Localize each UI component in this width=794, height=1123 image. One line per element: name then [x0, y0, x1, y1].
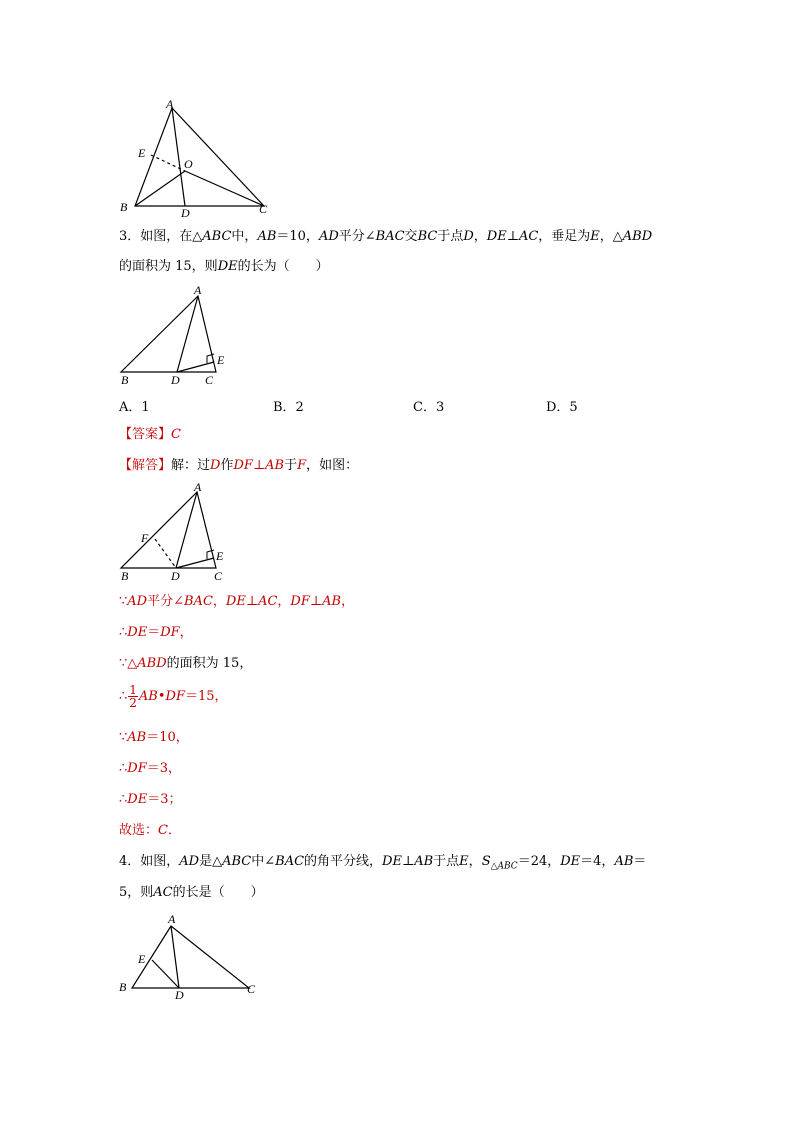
q3-solution-intro: 【解答】解：过D作DF⊥AB于F，如图：	[119, 458, 359, 473]
q3-option-b: B．2	[273, 400, 304, 415]
q4-fig-label-a: A	[168, 912, 176, 926]
q4-figure	[115, 910, 265, 1005]
q3-solution-figure	[115, 478, 235, 586]
q3-fig-label-a: A	[194, 283, 202, 297]
fraction-one-half: $\frac{1}{2}$	[129, 683, 137, 710]
q3-step-5: ∵AB＝10，	[119, 730, 189, 745]
q4-fig-label-c: C	[247, 982, 256, 996]
q3-statement-line-2: 的面积为 15，则DE的长为（ ）	[119, 259, 329, 274]
q3-step-1: ∵AD平分∠BAC，DE⊥AC，DF⊥AB，	[119, 594, 355, 609]
fig1-label-o: O	[184, 157, 193, 171]
q4-fig-label-e: E	[138, 952, 146, 966]
q3-figure	[115, 283, 235, 388]
q3-answer: 【答案】C	[119, 427, 181, 442]
q4-fig-label-d: D	[175, 988, 184, 1002]
q3-sol-fig-label-e: E	[216, 549, 224, 563]
q3-fig-label-e: E	[217, 353, 225, 367]
q3-sol-fig-label-f: F	[141, 531, 149, 545]
q3-step-8: 故选：C．	[119, 823, 181, 838]
q3-option-d: D．5	[546, 400, 578, 415]
q4-fig-label-b: B	[119, 980, 127, 994]
q3-fig-label-c: C	[205, 373, 214, 387]
q3-fig-label-b: B	[121, 373, 129, 387]
figure-1-triangle-abc-with-point-o	[115, 95, 275, 220]
q3-sol-fig-label-b: B	[121, 569, 129, 583]
q3-sol-fig-label-d: D	[171, 569, 180, 583]
q4-statement-line-1: 4．如图，AD是△ABC中∠BAC的角平分线，DE⊥AB于点E，$S_{\triangle ABC}=24$，DE＝4，AB＝	[119, 854, 647, 872]
fig1-label-c: C	[259, 202, 268, 216]
q3-step-7: ∴DE＝3；	[119, 792, 182, 807]
q3-sol-fig-label-a: A	[194, 480, 202, 494]
q3-step-3: ∵△ABD的面积为 15，	[119, 656, 253, 671]
q3-statement-line-1: 3．如图，在△ABC中，AB＝10，AD平分∠BAC交BC于点D，DE⊥AC，垂足为E，△ABD	[119, 229, 653, 244]
q3-option-c: C．3	[413, 400, 445, 415]
q3-step-2: ∴DE＝DF，	[119, 625, 193, 640]
fig1-label-b: B	[120, 200, 128, 214]
fig1-label-d: D	[181, 206, 190, 220]
fig1-label-e: E	[138, 146, 146, 160]
fig1-label-a: A	[166, 97, 174, 111]
q4-statement-line-2: 5，则AC的长是（ ）	[119, 885, 264, 900]
q3-sol-fig-label-c: C	[214, 569, 223, 583]
q3-step-4: ∴ $\frac{1}{2}$ AB•DF＝15，	[119, 683, 228, 710]
q3-step-6: ∴DF＝3，	[119, 761, 182, 776]
q3-option-a: A．1	[119, 400, 150, 415]
q3-fig-label-d: D	[171, 373, 180, 387]
